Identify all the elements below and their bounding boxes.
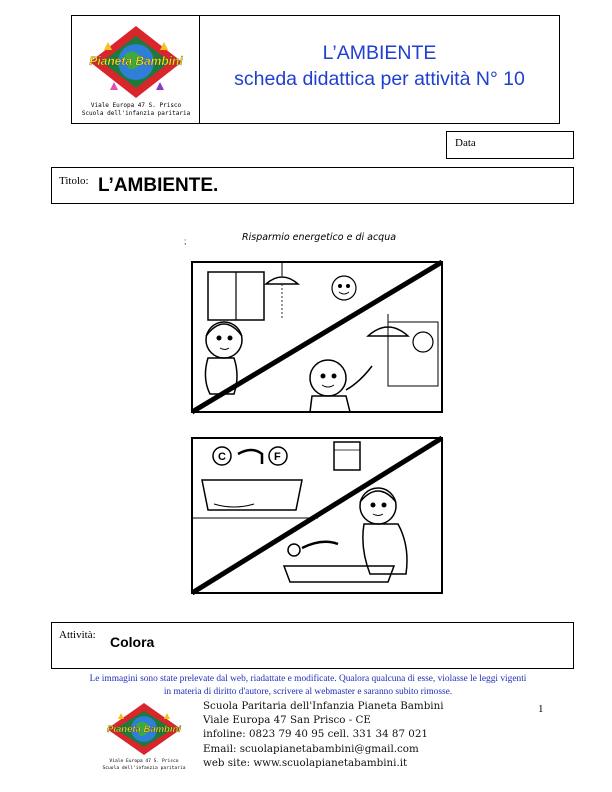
- footer-contact-info: [203, 699, 444, 770]
- page-title: [200, 40, 559, 92]
- footer-address: Viale Europa 47 San Prisco - CE: [203, 714, 371, 727]
- footer-school-logo: [97, 701, 192, 771]
- svg-text:F: F: [274, 451, 281, 463]
- logo-name-text: Pianeta Bambini: [89, 54, 183, 68]
- header-box: [71, 15, 560, 124]
- svg-text:C: C: [218, 451, 226, 463]
- footer-website[interactable]: web site: www.scuolapianetabambini.it: [203, 756, 408, 769]
- footer-phone: infoline: 0823 79 40 95 cell. 331 34 87 021: [203, 728, 428, 741]
- footer-email[interactable]: Email: scuolapianetabambini@gmail.com: [203, 742, 419, 755]
- date-field[interactable]: [446, 131, 574, 159]
- title-line-2: scheda didattica per attività N° 10: [234, 68, 525, 90]
- coloring-illustration: [178, 218, 458, 603]
- title-value: L’AMBIENTE.: [98, 175, 219, 196]
- activity-value: Colora: [110, 634, 155, 650]
- logo-subtitle-text: Scuola dell'infanzia paritaria: [81, 110, 191, 117]
- svg-text:;: ;: [184, 237, 187, 246]
- title-field: [51, 167, 574, 204]
- school-logo: [78, 24, 194, 118]
- disclaimer-line-1: Le immagini sono state prelevate dal web, riadattate e modificate. Qualora qualcuna di esse, violasse le leggi vigenti: [89, 674, 527, 684]
- footer-logo-subtitle-text: Scuola dell'infanzia paritaria: [102, 766, 186, 771]
- activity-field: [51, 622, 574, 669]
- illustration-caption: Risparmio energetico e di acqua: [242, 232, 397, 243]
- title-line-1: L’AMBIENTE: [322, 42, 437, 64]
- bottom-panel: [192, 438, 442, 593]
- page-number: 1: [538, 703, 544, 715]
- logo-address-text: Viale Europa 47 S. Prisco: [90, 102, 182, 109]
- top-panel: [192, 262, 442, 412]
- title-label: Titolo:: [59, 175, 89, 187]
- activity-label: Attività:: [59, 629, 96, 641]
- date-label: Data: [455, 137, 476, 149]
- footer-logo-address-text: Viale Europa 47 S. Prisco: [109, 759, 179, 764]
- disclaimer-line-2: in materia di diritto d'autore, scrivere al webmaster e saranno subito rimosse.: [163, 686, 453, 697]
- copyright-disclaimer: [30, 673, 586, 698]
- footer-school-name: Scuola Paritaria dell'Infanzia Pianeta Bambini: [203, 700, 444, 712]
- footer-logo-name-text: Pianeta Bambini: [107, 724, 181, 735]
